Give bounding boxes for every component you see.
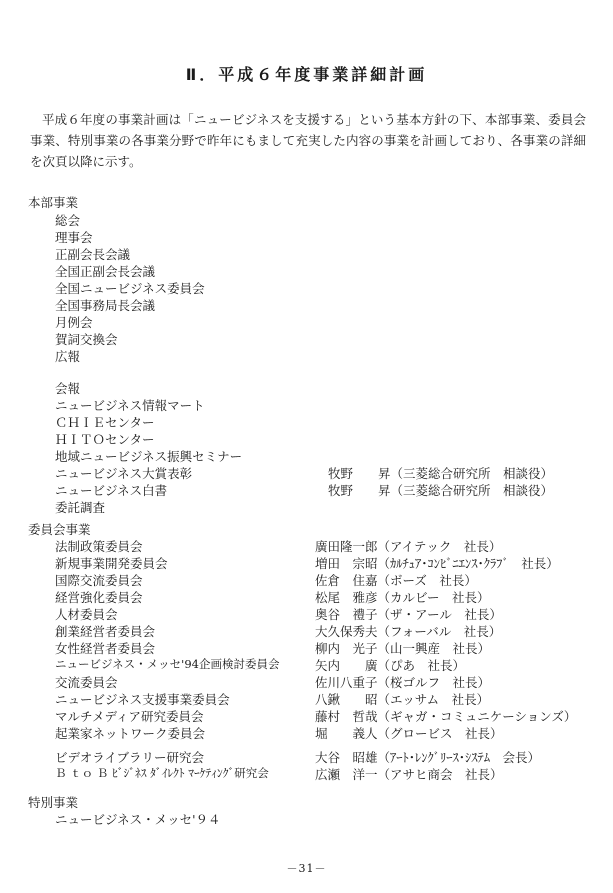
honbu-item: 正副会長会議 — [55, 247, 131, 262]
committee-chair: 矢内 廣（ぴあ 社長） — [315, 658, 466, 673]
committee-chair: 松尾 雅彦（カルビー 社長） — [315, 590, 490, 605]
honbu-item: 理事会 — [55, 230, 93, 245]
honbu-item: 会報 — [55, 381, 81, 396]
honbu-item: 総会 — [55, 213, 81, 228]
committee-name: 国際交流委員会 — [55, 573, 143, 588]
intro-paragraph — [30, 109, 586, 172]
honbu-item: 月例会 — [55, 315, 93, 330]
study-group-chair: 大谷 昭雄（ｱｰﾄ･ﾚﾝｸﾞﾘｰｽ･ｼｽﾃﾑ 会長） — [315, 750, 541, 765]
committee-chair: 奥谷 禮子（ザ・アール 社長） — [315, 607, 502, 622]
honbu-item: 委託調査 — [55, 500, 106, 515]
committee-chair: 佐川八重子（桜ゴルフ 社長） — [315, 675, 491, 690]
study-group-chair: 広瀬 洋一（アサヒ商会 社長） — [315, 767, 503, 782]
honbu-item: 全国正副会長会議 — [55, 264, 156, 279]
section-heading-honbu: 本部事業 — [28, 195, 79, 210]
committee-name: 経営強化委員会 — [55, 590, 143, 605]
committee-name: 人材委員会 — [55, 607, 118, 622]
special-item: ニュービジネス・メッセ'９４ — [55, 812, 221, 827]
intro-text: 平成６年度の事業計画は「ニュービジネスを支援する」という基本方針の下、本部事業、委員会事業、特別事業の各事業分野で昨年にもまして充実した内容の事業を計画しており、各事業の詳細を次頁以降に示す。 — [30, 112, 586, 169]
honbu-item: ＨＩＴＯセンター — [55, 432, 155, 447]
page-title: Ⅱ．平成６年度事業詳細計画 — [185, 65, 428, 84]
honbu-item: ニュービジネス大賞表彰 — [55, 466, 193, 481]
committee-chair: 藤村 哲哉（ギャガ・コミュニケーションズ） — [315, 709, 577, 724]
honbu-item: ニュービジネス白書 — [55, 483, 168, 498]
honbu-item: 賀詞交換会 — [55, 332, 118, 347]
committee-chair: 堀 義人（グロービス 社長） — [315, 726, 503, 741]
committee-name: ニュービジネス支援事業委員会 — [55, 692, 230, 707]
page-number: －31－ — [286, 862, 327, 875]
honbu-item: 広報 — [55, 349, 81, 364]
honbu-person: 牧野 昇（三菱総合研究所 相談役） — [328, 483, 554, 498]
committee-chair: 増田 宗昭（ｶﾙﾁｭｱ･ｺﾝﾋﾞﾆｴﾝｽ･ｸﾗﾌﾞ 社長） — [315, 556, 559, 571]
honbu-item: 全国事務局長会議 — [55, 298, 156, 313]
committee-chair: 大久保秀夫（フォーバル 社長） — [315, 624, 502, 639]
committee-name: 新規事業開発委員会 — [55, 556, 168, 571]
honbu-person: 牧野 昇（三菱総合研究所 相談役） — [328, 466, 554, 481]
committee-name: マルチメディア研究委員会 — [55, 709, 204, 724]
honbu-item: 地域ニュービジネス振興セミナー — [55, 449, 243, 464]
committee-chair: 八鍬 昭（エッサム 社長） — [315, 692, 490, 707]
honbu-item: 全国ニュービジネス委員会 — [55, 281, 205, 296]
committee-name: 法制政策委員会 — [55, 539, 143, 554]
committee-chair: 佐倉 住嘉（ボーズ 社長） — [315, 573, 477, 588]
study-group-name: ビデオライブラリー研究会 — [55, 750, 205, 765]
study-group-name: Ｂ ｔｏ Ｂ ﾋﾞｼﾞﾈｽ ﾀﾞｲﾚｸﾄ ﾏｰｹﾃｨﾝｸﾞ研究会 — [55, 766, 269, 780]
committee-chair: 柳内 光子（山一興産 社長） — [315, 641, 491, 656]
committee-name: 交流委員会 — [55, 675, 118, 690]
committee-name: 女性経営者委員会 — [55, 641, 156, 656]
committee-chair: 廣田隆一郎（アイテック 社長） — [315, 539, 502, 554]
section-heading-tokubetsu: 特別事業 — [28, 795, 79, 810]
honbu-item: ニュービジネス情報マート — [55, 398, 205, 413]
honbu-item: ＣＨＩＥセンター — [55, 415, 155, 430]
committee-name: 創業経営者委員会 — [55, 624, 156, 639]
committee-name: ニュービジネス・メッセ'94企画検討委員会 — [55, 657, 280, 671]
section-heading-iinkai: 委員会事業 — [28, 522, 91, 537]
committee-name: 起業家ネットワーク委員会 — [55, 726, 206, 741]
